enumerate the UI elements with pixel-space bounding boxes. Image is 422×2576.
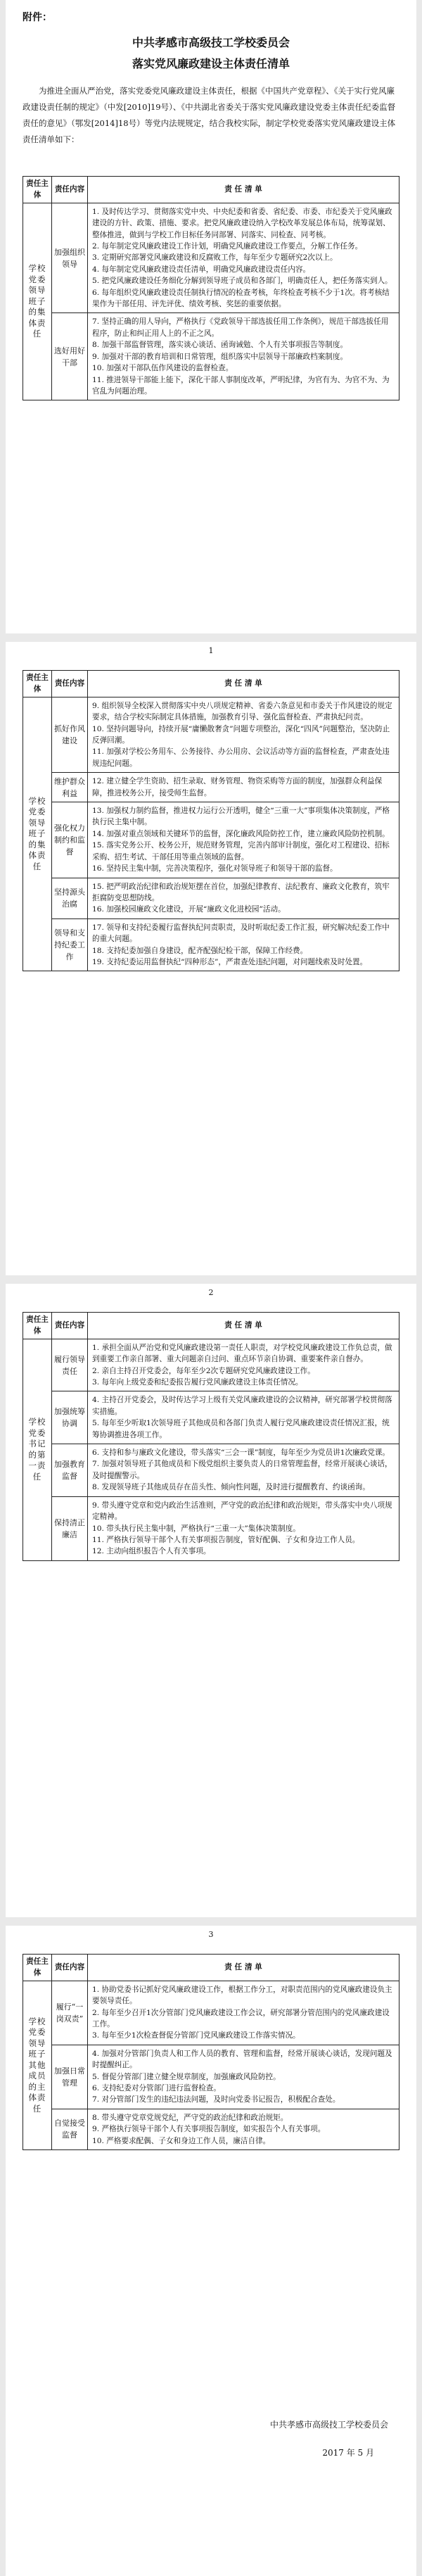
document-page-2 [6, 642, 416, 1275]
responsibility-item: 1. 协助党委书记抓好党风廉政建设工作，根据工作分工，对职责范围内的党风廉政建设负主要领导责任。 [92, 1985, 392, 2006]
responsibility-item: 5. 督促分管部门建立健全规章制度，加强廉政风险防控。 [92, 2072, 281, 2081]
responsibility-content: 强化权力制约和监督 [52, 802, 88, 878]
responsibility-content: 自觉接受监督 [52, 2109, 88, 2149]
table-header-row [23, 1955, 399, 1981]
responsibility-item: 11. 加强对学校公务用车、公务接待、办公用房、会议活动等方面的监督检查，严肃查处违规违纪问题。 [92, 747, 390, 768]
responsibility-item: 12. 建立健全学生资助、招生录取、财务管理、物资采购等方面的制度，加强群众利益保障，推进校务公开，接受师生监督。 [92, 777, 383, 797]
responsibility-item: 16. 加强校园廉政文化建设，开展“廉政文化进校园”活动。 [92, 905, 286, 914]
responsibility-item: 1. 及时传达学习、贯彻落实党中央、中央纪委和省委、省纪委、市委、市纪委关于党风廉政建设的方针、政策、措施、要求。把党风廉政建设纳入学校改革发展总体布局，统筹谋划、整体推进，做到与学校工作目标任务同部署、同落实、同检查、同考核。 [92, 207, 392, 239]
page-number: 3 [208, 1930, 214, 1939]
responsibility-item: 8. 发现领导班子其他成员存在苗头性、倾向性问题，及时进行提醒教育、约谈函询。 [92, 1483, 370, 1492]
responsibility-items [88, 773, 399, 802]
intro-paragraph: 为推进全面从严治党，落实党委党风廉政建设主体责任，根据《中国共产党章程》、《关于实行党风廉政建设责任制的规定》（中发[2010]19号）、《中共湖北省委关于落实党风廉政建设党委主体责任纪委监督责任的意见》（鄂发[2014]18号）等党内法规规定，结合我校实际，制定学校党委落实党风廉政建设主体责任清单如下： [23, 86, 396, 144]
responsibility-item: 14. 加强对重点领域和关键环节的监督，深化廉政风险防控工作，建立廉政风险防控机制。 [92, 829, 390, 838]
header-content: 责任内容 [52, 1955, 88, 1981]
responsibility-subject: 学校党委领导班子的集体责任 [23, 697, 52, 971]
responsibility-table-2 [23, 670, 399, 971]
responsibility-content: 履行“一岗双责” [52, 1981, 88, 2045]
responsibility-subject: 学校党委领导班子的集体责任 [23, 203, 52, 400]
table-row [23, 1981, 399, 2045]
table-header-row [23, 671, 399, 697]
responsibility-items [88, 1444, 399, 1497]
responsibility-item: 11. 推进领导干部能上能下，深化干部人事制度改革，严明纪律，为官有为、为官不为、为官乱为问题治理。 [92, 375, 390, 396]
header-content: 责任内容 [52, 671, 88, 697]
responsibility-item: 19. 支持纪委运用监督执纪“四种形态”，严肃查处违纪问题，对问题线索及时处置。 [92, 957, 368, 966]
responsibility-item: 11. 严格执行领导干部个人有关事项报告制度，管好配偶、子女和身边工作人员。 [92, 1535, 360, 1544]
responsibility-items [88, 1391, 399, 1444]
responsibility-item: 8. 加强干部监督管理，落实谈心谈话、函询诫勉、个人有关事项报告等制度。 [92, 341, 348, 350]
responsibility-item: 2. 每年至少召开1次分管部门党风廉政建设工作会议，研究部署分管范围内的党风廉政建设工作。 [92, 2008, 390, 2029]
responsibility-content: 加强日常管理 [52, 2045, 88, 2109]
table-row [23, 773, 399, 802]
table-row [23, 1339, 399, 1391]
responsibility-item: 5. 把党风廉政建设任务细化分解到领导班子成员和各部门，明确责任人，把任务落实到人。 [92, 277, 392, 286]
table-row [23, 313, 399, 400]
responsibility-item: 9. 组织领导全校深入贯彻落实中央八项规定精神、省委六条意见和市委关于作风建设的规定要求，结合学校实际制定具体措施，加强教育引导、强化监督检查、严肃执纪问责。 [92, 701, 392, 722]
header-subject: 责任主体 [23, 177, 52, 203]
header-subject: 责任主体 [23, 1313, 52, 1339]
responsibility-item: 9. 严格执行领导干部个人有关事项报告制度，如实报告个人有关事项。 [92, 2125, 326, 2134]
responsibility-subject: 学校党委书记的第一责任 [23, 1339, 52, 1560]
responsibility-item: 15. 把严明政治纪律和政治规矩摆在首位，加强纪律教育、法纪教育、廉政文化教育，筑牢拒腐防变思想防线。 [92, 882, 390, 902]
responsibility-item: 4. 每年制定党风廉政建设责任清单，明确党风廉政建设责任内容。 [92, 265, 311, 274]
responsibility-items [88, 918, 399, 971]
responsibility-item: 10. 加强对干部队伍作风建设的监督检查。 [92, 364, 234, 373]
responsibility-items [88, 313, 399, 400]
header-content: 责任内容 [52, 1313, 88, 1339]
table-header-row [23, 177, 399, 203]
responsibility-items [88, 1496, 399, 1560]
responsibility-table-3 [23, 1312, 399, 1561]
table-row [23, 918, 399, 971]
responsibility-item: 16. 坚持民主集中制，完善决策程序，强化对领导班子和领导干部的监督。 [92, 864, 338, 873]
document-page-4 [6, 1926, 416, 2576]
responsibility-content: 抓好作风建设 [52, 697, 88, 772]
document-title: 中共孝感市高级技工学校委员会 [132, 36, 290, 49]
header-list: 责 任 清 单 [88, 177, 399, 203]
responsibility-content: 保持清正廉洁 [52, 1496, 88, 1560]
responsibility-item: 1. 承担全面从严治党和党风廉政建设第一责任人职责，对学校党风廉政建设工作负总责，做到重要工作亲自部署、重大问题亲自过问、重点环节亲自协调、重要案件亲自督办。 [92, 1343, 392, 1364]
responsibility-content: 加强统筹协调 [52, 1391, 88, 1444]
attachment-label: 附件： [23, 12, 52, 23]
responsibility-subject: 学校党委领导班子其他成员的主体责任 [23, 1981, 52, 2149]
responsibility-items [88, 697, 399, 772]
table-row [23, 1496, 399, 1560]
responsibility-item: 3. 每年向上级党委和纪委报告履行党风廉政建设主体责任情况。 [92, 1378, 303, 1387]
document-subtitle: 落实党风廉政建设主体责任清单 [132, 57, 290, 70]
responsibility-item: 18. 支持纪委加强自身建设，配齐配强纪检干部，保障工作经费。 [92, 946, 308, 955]
responsibility-item: 7. 坚持正确的用人导向，严格执行《党政领导干部选拔任用工作条例》，规范干部选拔任用程序，防止和纠正用人上的不正之风。 [92, 317, 389, 338]
responsibility-item: 3. 每年至少1次检查督促分管部门党风廉政建设工作落实情况。 [92, 2031, 300, 2040]
responsibility-table-4 [23, 1954, 399, 2150]
responsibility-items [88, 1339, 399, 1391]
responsibility-content: 领导和支持纪委工作 [52, 918, 88, 971]
responsibility-item: 3. 定期研究部署党风廉政建设和反腐败工作，每年至少专题研究2次以上。 [92, 253, 338, 263]
responsibility-item: 6. 支持和参与廉政文化建设，带头落实“三会一课”制度，每年至少为党员讲1次廉政党课。 [92, 1448, 390, 1458]
responsibility-content: 维护群众利益 [52, 773, 88, 802]
table-row [23, 1391, 399, 1444]
table-row [23, 878, 399, 918]
responsibility-item: 7. 加强对领导班子其他成员和下级党组织主要负责人的日常管理监督，经常开展谈心谈话，及时提醒警示。 [92, 1460, 392, 1480]
header-list: 责 任 清 单 [88, 1955, 399, 1981]
document-page-1 [6, 0, 416, 633]
header-list: 责 任 清 单 [88, 671, 399, 697]
table-header-row [23, 1313, 399, 1339]
responsibility-item: 10. 带头执行民主集中制，严格执行“三重一大”集体决策制度。 [92, 1524, 300, 1533]
responsibility-item: 2. 亲自主持召开党委会，每年至少2次专题研究党风廉政建设工作。 [92, 1366, 315, 1375]
responsibility-item: 4. 主持召开党委会，及时传达学习上级有关党风廉政建设的会议精神，研究部署学校贯彻落实措施。 [92, 1396, 392, 1416]
responsibility-content: 加强教育监督 [52, 1444, 88, 1497]
responsibility-item: 13. 加强权力制约监督，推进权力运行公开透明，健全“三重一大”事项集体决策制度，严格执行民主集中制。 [92, 807, 390, 827]
responsibility-items [88, 2109, 399, 2149]
responsibility-item: 9. 带头遵守党章和党内政治生活准则，严守党的政治纪律和政治规矩，带头落实中央八项规定精神。 [92, 1501, 392, 1522]
responsibility-content: 坚持源头治腐 [52, 878, 88, 918]
responsibility-item: 7. 对分管部门发生的违纪违法问题，及时向党委书记报告，积极配合查处。 [92, 2095, 340, 2104]
responsibility-item: 10. 严格要求配偶、子女和身边工作人员，廉洁自律。 [92, 2136, 271, 2145]
header-subject: 责任主体 [23, 1955, 52, 1981]
responsibility-items [88, 2045, 399, 2109]
responsibility-item: 8. 带头遵守党章党规党纪，严守党的政治纪律和政治规矩。 [92, 2113, 288, 2122]
footer-date: 2017 年 5 月 [322, 2448, 374, 2458]
responsibility-item: 10. 坚持问题导向，持续开展“庸懒散奢贪”问题专项整治，深化“四风”问题整治，坚决防止反弹回潮。 [92, 724, 390, 745]
responsibility-item: 2. 每年制定党风廉政建设工作计划，明确党风廉政建设工作要点，分解工作任务。 [92, 242, 363, 251]
responsibility-item: 5. 每年至少听取1次领导班子其他成员和各部门负责人履行党风廉政建设责任情况汇报，统筹协调推进各项工作。 [92, 1419, 390, 1439]
responsibility-item: 15. 落实党务公开、校务公开，规范财务管理，完善内部审计制度，强化对工程建设、招标采购、招生考试、干部任用等重点领域的监督。 [92, 841, 390, 861]
responsibility-items [88, 1981, 399, 2045]
responsibility-table-1 [23, 176, 399, 400]
responsibility-content: 加强组织领导 [52, 203, 88, 313]
footer-organization: 中共孝感市高级技工学校委员会 [269, 2420, 388, 2430]
responsibility-items [88, 203, 399, 313]
page-number: 2 [208, 1288, 214, 1297]
responsibility-item: 6. 支持纪委对分管部门进行监督检查。 [92, 2084, 221, 2093]
document-page-3 [6, 1284, 416, 1917]
responsibility-item: 6. 每年组织党风廉政建设责任制执行情况的检查考核，年终检查考核不少于1次。将考核结果作为干部任用、评先评优、绩效考核、奖惩的重要依据。 [92, 288, 390, 309]
table-row [23, 1444, 399, 1497]
responsibility-item: 4. 加强对分管部门负责人和工作人员的教育、管理和监督，经常开展谈心谈话，发现问题及时提醒纠正。 [92, 2049, 392, 2070]
table-row [23, 203, 399, 313]
table-row [23, 802, 399, 878]
table-row [23, 2045, 399, 2109]
page-number: 1 [208, 646, 214, 655]
responsibility-item: 12. 主动向组织报告个人有关事项。 [92, 1547, 211, 1556]
table-row [23, 697, 399, 772]
responsibility-item: 9. 加强对干部的教育培训和日常管理，组织落实中层领导干部廉政档案制度。 [92, 352, 348, 361]
table-row [23, 2109, 399, 2149]
header-list: 责 任 清 单 [88, 1313, 399, 1339]
responsibility-content: 选好用好干部 [52, 313, 88, 400]
header-content: 责任内容 [52, 177, 88, 203]
header-subject: 责任主体 [23, 671, 52, 697]
responsibility-items [88, 802, 399, 878]
responsibility-content: 履行领导责任 [52, 1339, 88, 1391]
responsibility-items [88, 878, 399, 918]
responsibility-item: 17. 领导和支持纪委履行监督执纪问责职责，及时听取纪委工作汇报，研究解决纪委工作中的重大问题。 [92, 923, 390, 944]
